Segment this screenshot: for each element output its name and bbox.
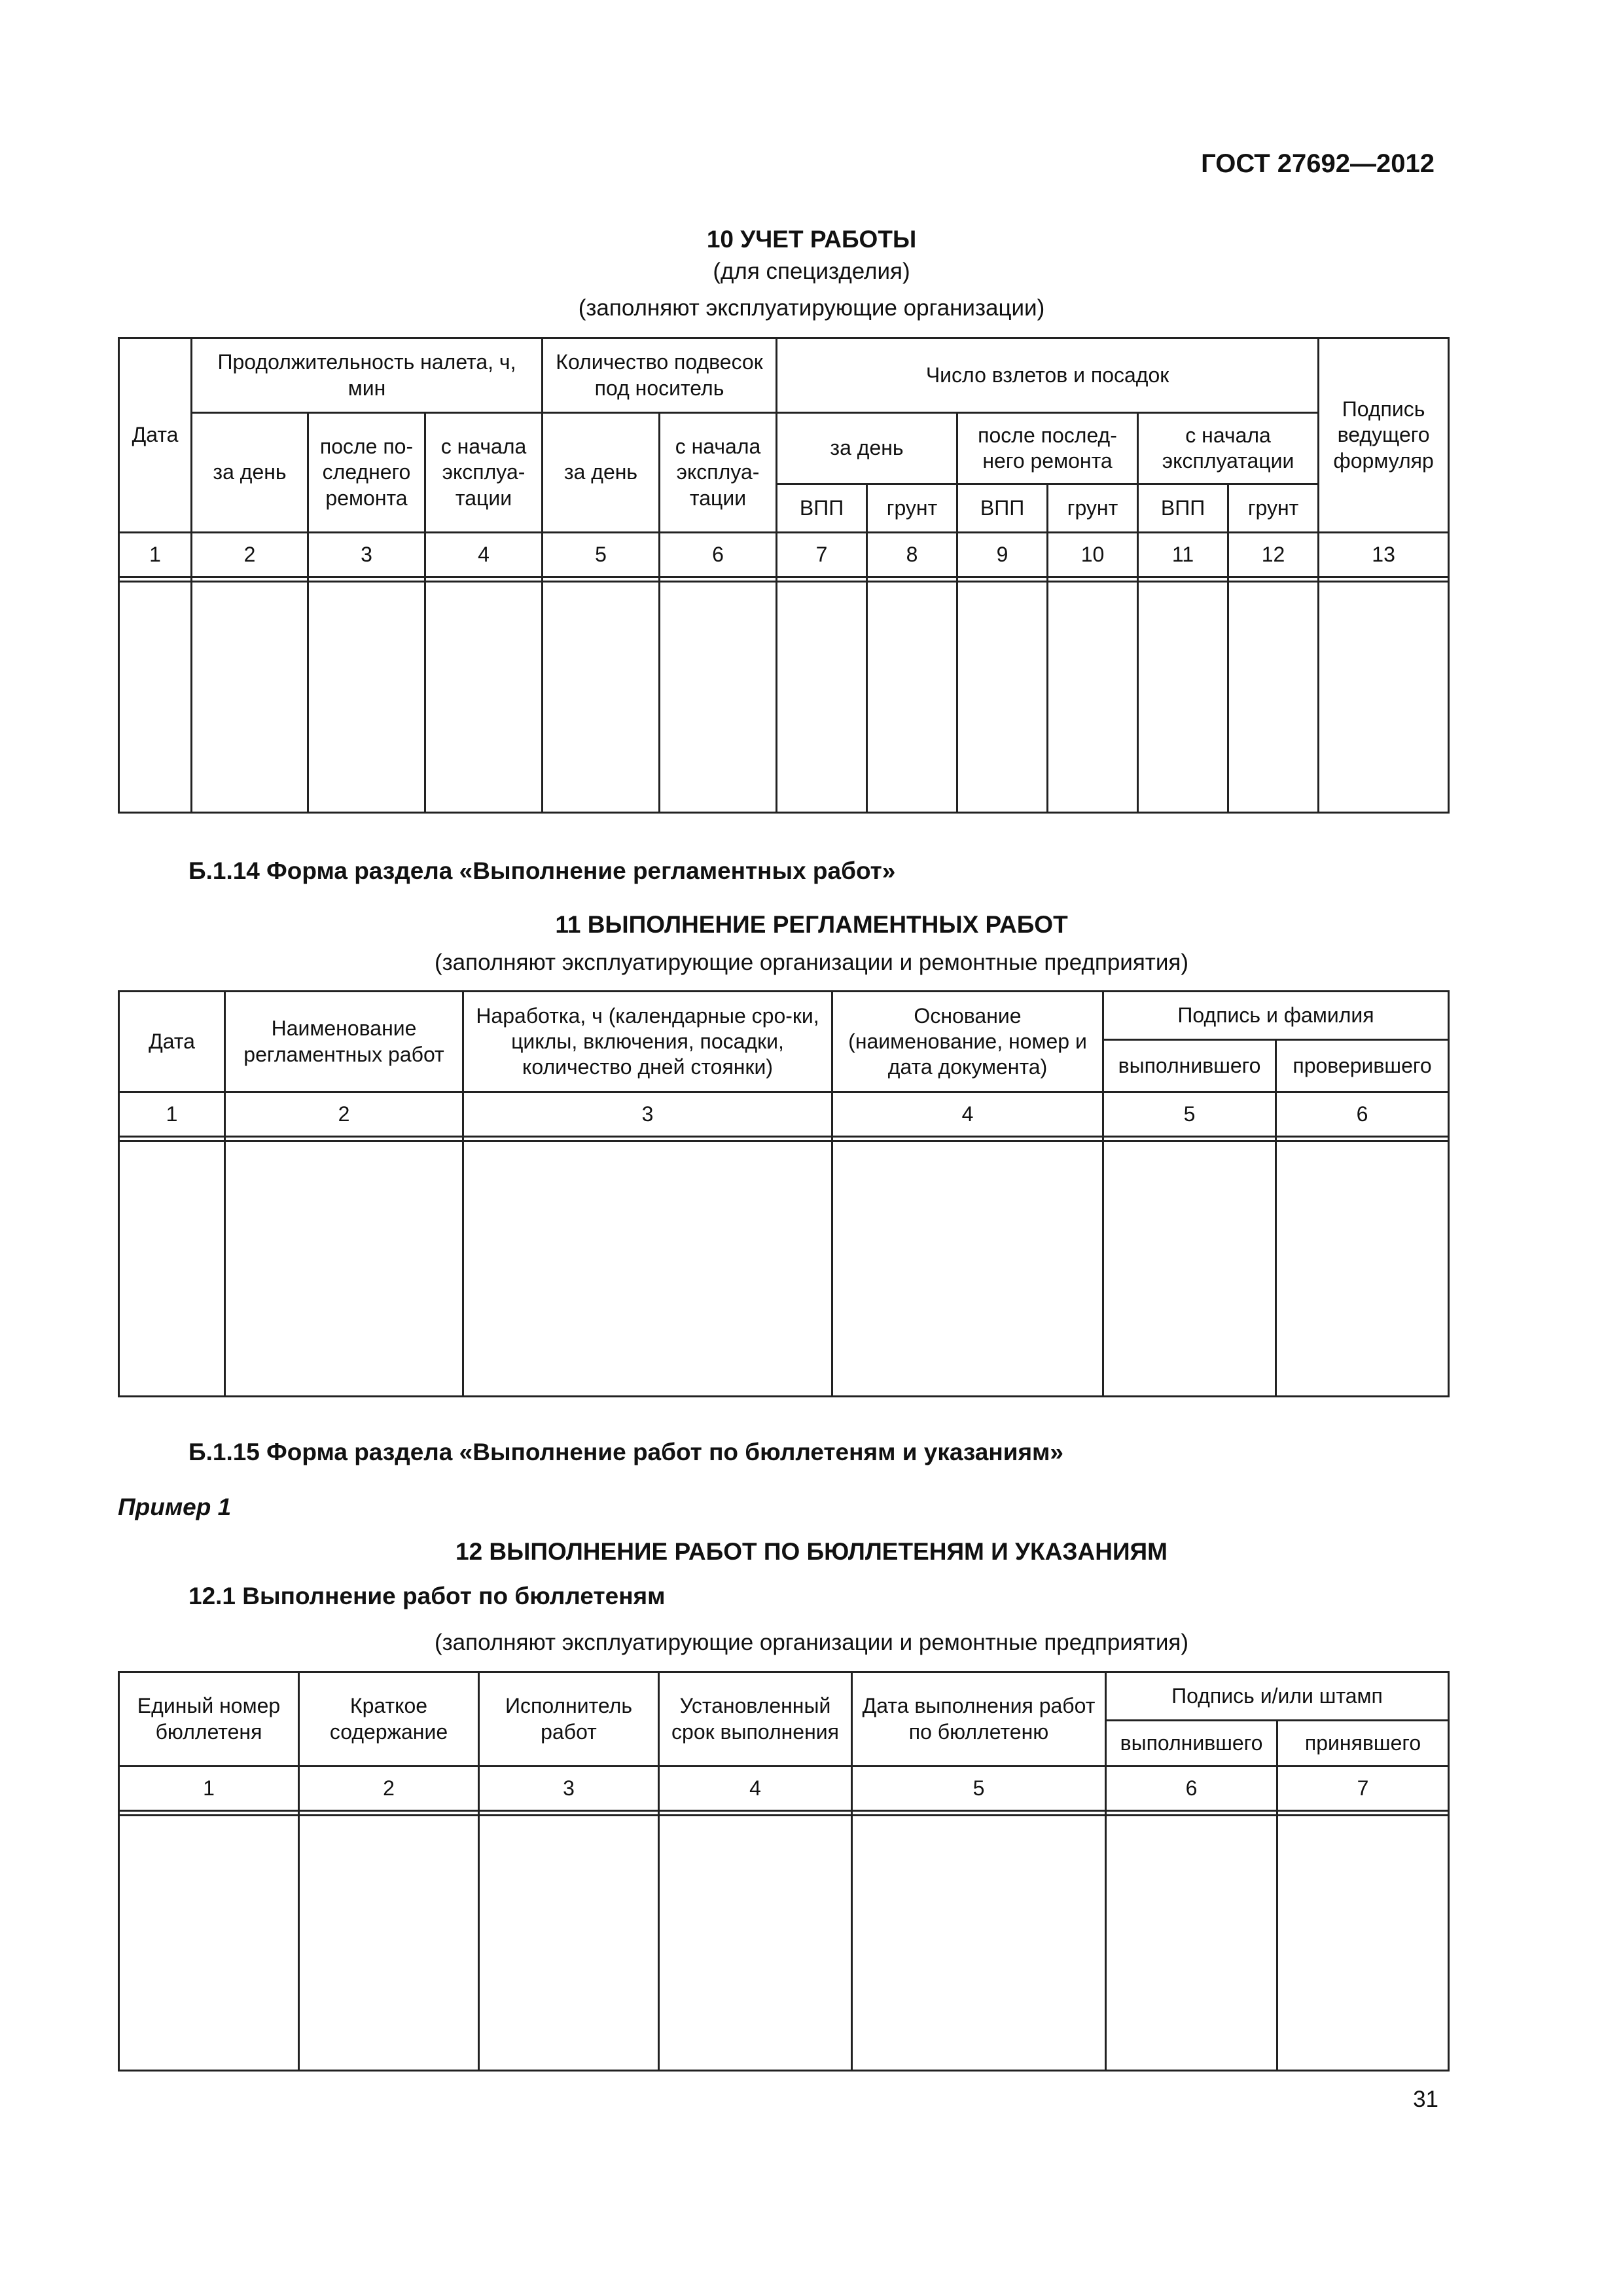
- header-tl-per-day: за день: [777, 413, 957, 484]
- entry-cell[interactable]: [867, 582, 957, 813]
- header-summary: Краткое содержание: [299, 1672, 479, 1767]
- entry-cell[interactable]: [1138, 582, 1228, 813]
- column-number: 3: [308, 533, 425, 577]
- entry-cell[interactable]: [1319, 582, 1449, 813]
- entry-cell[interactable]: [425, 582, 543, 813]
- table-row: [119, 582, 1449, 813]
- header-after-repair: после по-следнего ремонта: [308, 413, 425, 533]
- header-suspensions-per-day: за день: [543, 413, 660, 533]
- header-signature: Подпись и фамилия: [1103, 992, 1449, 1040]
- header-signature: Подпись ведущего формуляр: [1319, 338, 1449, 533]
- header-vpp: ВПП: [1138, 484, 1228, 533]
- header-ground: грунт: [1228, 484, 1319, 533]
- column-number: 6: [1106, 1767, 1277, 1811]
- header-vpp: ВПП: [957, 484, 1048, 533]
- entry-cell[interactable]: [957, 582, 1048, 813]
- column-number: 3: [479, 1767, 659, 1811]
- column-number: 5: [543, 533, 660, 577]
- column-number: 12: [1228, 533, 1319, 577]
- header-suspensions-since-start: с начала эксплуа-тации: [660, 413, 777, 533]
- section-11-note: (заполняют эксплуатирующие организации и ремонтные предприятия): [434, 950, 1188, 975]
- column-number: 4: [659, 1767, 852, 1811]
- header-flight-duration: Продолжительность налета, ч, мин: [192, 338, 543, 413]
- entry-cell[interactable]: [225, 1141, 463, 1397]
- section-10-title: 10 УЧЕТ РАБОТЫ: [706, 226, 917, 253]
- header-deadline: Установленный срок выполнения: [659, 1672, 852, 1767]
- bulletins-table: [118, 1671, 1450, 2072]
- standard-number: ГОСТ 27692—2012: [1201, 149, 1435, 178]
- column-number: 4: [832, 1092, 1103, 1137]
- entry-cell[interactable]: [119, 582, 192, 813]
- table-row: [119, 1141, 1449, 1397]
- header-ground: грунт: [867, 484, 957, 533]
- header-vpp: ВПП: [777, 484, 867, 533]
- section-10-note: (заполняют эксплуатирующие организации): [578, 295, 1045, 321]
- page-number: 31: [1413, 2087, 1438, 2112]
- header-date: Дата: [119, 338, 192, 533]
- column-number: 6: [1276, 1092, 1449, 1137]
- entry-cell[interactable]: [192, 582, 308, 813]
- entry-cell[interactable]: [308, 582, 425, 813]
- maintenance-table: [118, 990, 1450, 1397]
- header-suspensions: Количество подвесок под носитель: [543, 338, 777, 413]
- entry-cell[interactable]: [777, 582, 867, 813]
- entry-cell[interactable]: [1106, 1816, 1277, 2071]
- column-number: 2: [299, 1767, 479, 1811]
- column-number: 10: [1048, 533, 1138, 577]
- header-date-done: Дата выполнения работ по бюллетеню: [852, 1672, 1106, 1767]
- header-tl-after-repair: после послед-него ремонта: [957, 413, 1138, 484]
- entry-cell[interactable]: [119, 1816, 299, 2071]
- header-operating-time: Наработка, ч (календарные сро-ки, циклы, включения, посадки, количество дней стоянки): [463, 992, 832, 1092]
- header-performed: выполнившего: [1103, 1040, 1276, 1092]
- entry-cell[interactable]: [832, 1141, 1103, 1397]
- header-executor: Исполнитель работ: [479, 1672, 659, 1767]
- column-number: 2: [192, 533, 308, 577]
- column-number: 7: [777, 533, 867, 577]
- header-accepted: принявшего: [1277, 1721, 1449, 1767]
- column-number: 1: [119, 1092, 225, 1137]
- header-signature: Подпись и/или штамп: [1106, 1672, 1449, 1721]
- entry-cell[interactable]: [479, 1816, 659, 2071]
- section-b114-heading: Б.1.14 Форма раздела «Выполнение регламентных работ»: [188, 857, 896, 884]
- header-per-day: за день: [192, 413, 308, 533]
- header-checked: проверившего: [1276, 1040, 1449, 1092]
- entry-cell[interactable]: [543, 582, 660, 813]
- entry-cell[interactable]: [852, 1816, 1106, 2071]
- column-number: 5: [1103, 1092, 1276, 1137]
- example-label: Пример 1: [118, 1494, 232, 1520]
- header-since-start: с начала эксплуа-тации: [425, 413, 543, 533]
- header-performed: выполнившего: [1106, 1721, 1277, 1767]
- section-12-note: (заполняют эксплуатирующие организации и ремонтные предприятия): [434, 1630, 1188, 1655]
- column-number: 11: [1138, 533, 1228, 577]
- column-number: 6: [660, 533, 777, 577]
- header-ground: грунт: [1048, 484, 1138, 533]
- entry-cell[interactable]: [1277, 1816, 1449, 2071]
- column-number: 7: [1277, 1767, 1449, 1811]
- header-name: Наименование регламентных работ: [225, 992, 463, 1092]
- section-11-title: 11 ВЫПОЛНЕНИЕ РЕГЛАМЕНТНЫХ РАБОТ: [555, 911, 1068, 938]
- column-number: 13: [1319, 533, 1449, 577]
- work-record-table: [118, 337, 1450, 814]
- section-b115-heading: Б.1.15 Форма раздела «Выполнение работ по бюллетеням и указаниям»: [188, 1439, 1063, 1465]
- entry-cell[interactable]: [1048, 582, 1138, 813]
- header-tl-since-start: с начала эксплуатации: [1138, 413, 1319, 484]
- entry-cell[interactable]: [1103, 1141, 1276, 1397]
- header-date: Дата: [119, 992, 225, 1092]
- table-row: [119, 1816, 1449, 2071]
- section-10-subtitle: (для специзделия): [713, 259, 910, 284]
- subsection-12-1-heading: 12.1 Выполнение работ по бюллетеням: [188, 1583, 666, 1609]
- column-number: 4: [425, 533, 543, 577]
- entry-cell[interactable]: [1228, 582, 1319, 813]
- column-number: 9: [957, 533, 1048, 577]
- header-bulletin-number: Единый номер бюллетеня: [119, 1672, 299, 1767]
- entry-cell[interactable]: [299, 1816, 479, 2071]
- header-takeoffs-landings: Число взлетов и посадок: [777, 338, 1319, 413]
- column-number: 3: [463, 1092, 832, 1137]
- entry-cell[interactable]: [119, 1141, 225, 1397]
- column-number: 5: [852, 1767, 1106, 1811]
- entry-cell[interactable]: [1276, 1141, 1449, 1397]
- entry-cell[interactable]: [463, 1141, 832, 1397]
- column-number: 1: [119, 1767, 299, 1811]
- entry-cell[interactable]: [659, 1816, 852, 2071]
- header-basis: Основание (наименование, номер и дата документа): [832, 992, 1103, 1092]
- column-number: 8: [867, 533, 957, 577]
- column-number: 2: [225, 1092, 463, 1137]
- column-number: 1: [119, 533, 192, 577]
- entry-cell[interactable]: [660, 582, 777, 813]
- section-12-title: 12 ВЫПОЛНЕНИЕ РАБОТ ПО БЮЛЛЕТЕНЯМ И УКАЗАНИЯМ: [455, 1538, 1168, 1565]
